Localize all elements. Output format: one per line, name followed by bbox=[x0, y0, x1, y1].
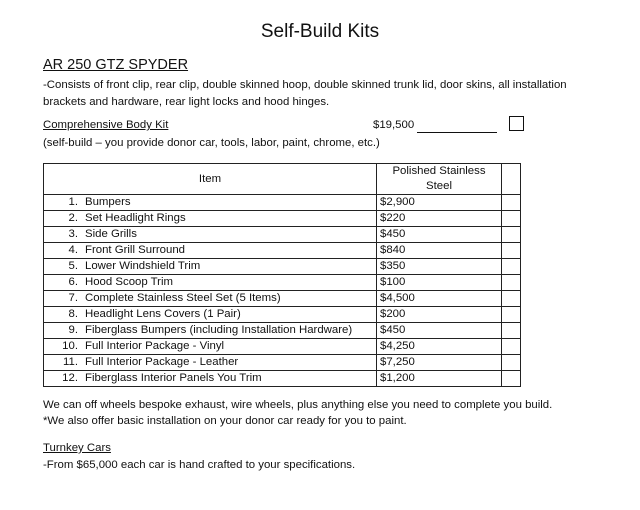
table-row bbox=[44, 307, 521, 323]
header-price: Polished Stainless Steel bbox=[377, 164, 502, 195]
row-checkbox-cell[interactable] bbox=[502, 339, 521, 355]
body-kit-checkbox[interactable] bbox=[509, 116, 524, 131]
row-number: 11. bbox=[44, 355, 82, 371]
row-price: $840 bbox=[377, 243, 502, 259]
row-item-name: Front Grill Surround bbox=[81, 243, 377, 259]
body-kit-price: $19,500 bbox=[373, 119, 415, 131]
row-price: $7,250 bbox=[377, 355, 502, 371]
row-item-name: Fiberglass Interior Panels You Trim bbox=[81, 371, 377, 387]
row-checkbox-cell[interactable] bbox=[502, 323, 521, 339]
row-number: 3. bbox=[44, 227, 82, 243]
body-kit-row bbox=[43, 119, 543, 135]
header-item: Item bbox=[44, 164, 377, 195]
row-item-name: Complete Stainless Steel Set (5 Items) bbox=[81, 291, 377, 307]
turnkey-heading: Turnkey Cars bbox=[43, 442, 111, 454]
row-item-name: Full Interior Package - Leather bbox=[81, 355, 377, 371]
row-item-name: Side Grills bbox=[81, 227, 377, 243]
row-number: 10. bbox=[44, 339, 82, 355]
row-item-name: Full Interior Package - Vinyl bbox=[81, 339, 377, 355]
row-item-name: Headlight Lens Covers (1 Pair) bbox=[81, 307, 377, 323]
row-item-name: Fiberglass Bumpers (including Installation Hardware) bbox=[81, 323, 377, 339]
table-row bbox=[44, 291, 521, 307]
items-table bbox=[43, 163, 521, 387]
row-item-name: Lower Windshield Trim bbox=[81, 259, 377, 275]
row-checkbox-cell[interactable] bbox=[502, 211, 521, 227]
row-item-name: Set Headlight Rings bbox=[81, 211, 377, 227]
row-number: 7. bbox=[44, 291, 82, 307]
table-row bbox=[44, 275, 521, 291]
row-checkbox-cell[interactable] bbox=[502, 371, 521, 387]
row-number: 2. bbox=[44, 211, 82, 227]
table-header-row bbox=[44, 164, 521, 195]
table-row bbox=[44, 227, 521, 243]
body-kit-note: (self-build – you provide donor car, tools, labor, paint, chrome, etc.) bbox=[43, 137, 380, 149]
row-price: $2,900 bbox=[377, 195, 502, 211]
page-title: Self-Build Kits bbox=[260, 21, 380, 42]
row-price: $350 bbox=[377, 259, 502, 275]
row-checkbox-cell[interactable] bbox=[502, 195, 521, 211]
row-checkbox-cell[interactable] bbox=[502, 227, 521, 243]
row-number: 8. bbox=[44, 307, 82, 323]
turnkey-text: -From $65,000 each car is hand crafted to your specifications. bbox=[43, 459, 356, 471]
table-row bbox=[44, 371, 521, 387]
body-kit-label: Comprehensive Body Kit bbox=[43, 119, 169, 131]
kit-description: -Consists of front clip, rear clip, double skinned hoop, double skinned trunk lid, door skins, all installation brackets and hardware, rear light locks and hood hinges. bbox=[43, 79, 567, 108]
table-row bbox=[44, 211, 521, 227]
row-number: 9. bbox=[44, 323, 82, 339]
row-price: $450 bbox=[377, 227, 502, 243]
table-row bbox=[44, 339, 521, 355]
row-price: $100 bbox=[377, 275, 502, 291]
row-checkbox-cell[interactable] bbox=[502, 275, 521, 291]
row-checkbox-cell[interactable] bbox=[502, 291, 521, 307]
row-checkbox-cell[interactable] bbox=[502, 243, 521, 259]
row-number: 5. bbox=[44, 259, 82, 275]
table-row bbox=[44, 195, 521, 211]
row-checkbox-cell[interactable] bbox=[502, 307, 521, 323]
header-checkbox-cell bbox=[502, 164, 521, 195]
model-heading: AR 250 GTZ SPYDER bbox=[43, 57, 189, 73]
wheels-paragraph: We can off wheels bespoke exhaust, wire wheels, plus anything else you need to complete you build. bbox=[43, 399, 553, 411]
installation-paragraph: *We also offer basic installation on your donor car ready for you to paint. bbox=[43, 415, 407, 427]
row-number: 6. bbox=[44, 275, 82, 291]
body-kit-blank-line bbox=[417, 132, 497, 133]
table-row bbox=[44, 323, 521, 339]
row-item-name: Hood Scoop Trim bbox=[81, 275, 377, 291]
row-price: $4,250 bbox=[377, 339, 502, 355]
row-checkbox-cell[interactable] bbox=[502, 259, 521, 275]
row-number: 1. bbox=[44, 195, 82, 211]
row-price: $1,200 bbox=[377, 371, 502, 387]
table-row bbox=[44, 259, 521, 275]
row-price: $4,500 bbox=[377, 291, 502, 307]
row-price: $220 bbox=[377, 211, 502, 227]
table-row bbox=[44, 355, 521, 371]
row-price: $450 bbox=[377, 323, 502, 339]
table-row bbox=[44, 243, 521, 259]
row-item-name: Bumpers bbox=[81, 195, 377, 211]
row-number: 12. bbox=[44, 371, 82, 387]
row-price: $200 bbox=[377, 307, 502, 323]
row-checkbox-cell[interactable] bbox=[502, 355, 521, 371]
row-number: 4. bbox=[44, 243, 82, 259]
